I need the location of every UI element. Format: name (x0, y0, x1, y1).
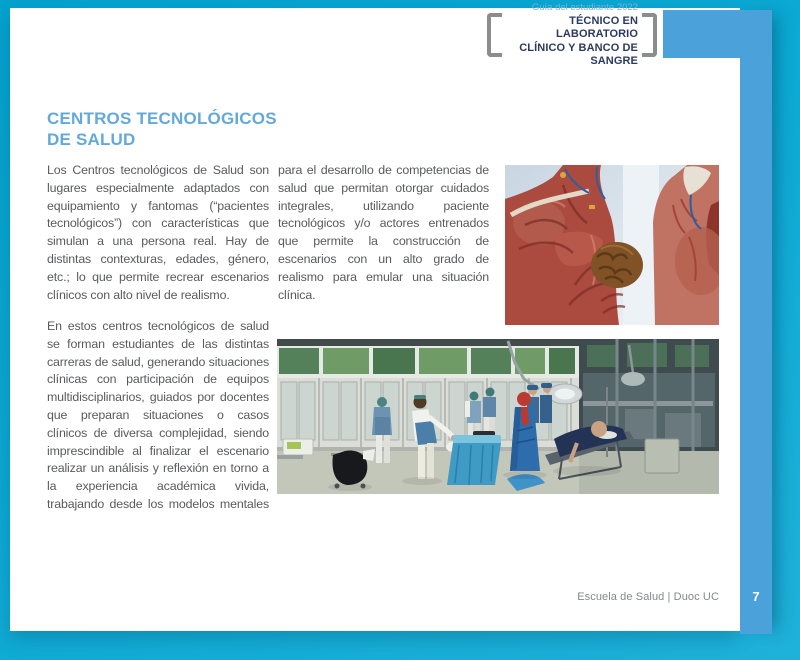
left-column-paragraph-2: En estos centros tecnológicos de salud se forman estudiantes de las distintas carreras de salud, generando situaciones clínicas con participación de equipos multidisciplinarios, guiados por docentes que preparan situaciones o casos clínicos de diversa complejidad, siendo imprescindible al finalizar el escenario realizar un análisis y reflexión en torno a la experiencia académica vivida, trabajando desde los modelos mentales (47, 319, 269, 511)
header-edition: Guía del estudiante 2022 (531, 1, 638, 13)
header (487, 1, 657, 67)
header-text (502, 1, 642, 67)
page-number-badge: 7 (752, 589, 760, 604)
anatomical-torso-models-photo (505, 165, 719, 325)
window-foliage (279, 348, 575, 374)
header-program-line2: CLÍNICO Y BANCO DE SANGRE (519, 41, 638, 67)
page-title-line1: CENTROS TECNOLÓGICOS (47, 109, 277, 128)
page-title (47, 109, 297, 150)
page-title-line2: DE SALUD (47, 129, 136, 149)
header-program-line1: TÉCNICO EN LABORATORIO (556, 14, 638, 40)
right-accent-band (740, 10, 772, 634)
top-right-accent-block (663, 10, 741, 58)
clinical-simulation-room-photo (277, 339, 719, 494)
right-column-paragraph-1: para el desarrollo de competencias de salud que permitan otorgar cuidados integrales, utilizando paciente tecnológicos y/o actores entrenados que permite la construcción de escenarios con un alto grado de realismo para emular una situación clínica. (278, 163, 489, 302)
left-column-paragraph-1: Los Centros tecnológicos de Salud son lugares especialmente adaptados con equipamiento y fantomas (“pacientes tecnológicos”) con características que simulan a una persona real. Hay de distintas contexturas, edades, género, etc.; lo que permite recrear escenarios clínicos con alto nivel de realismo. (47, 163, 269, 302)
bracket-left-icon (487, 13, 502, 57)
footer-imprint: Escuela de Salud | Duoc UC (577, 591, 719, 603)
bracket-right-icon (642, 13, 657, 57)
